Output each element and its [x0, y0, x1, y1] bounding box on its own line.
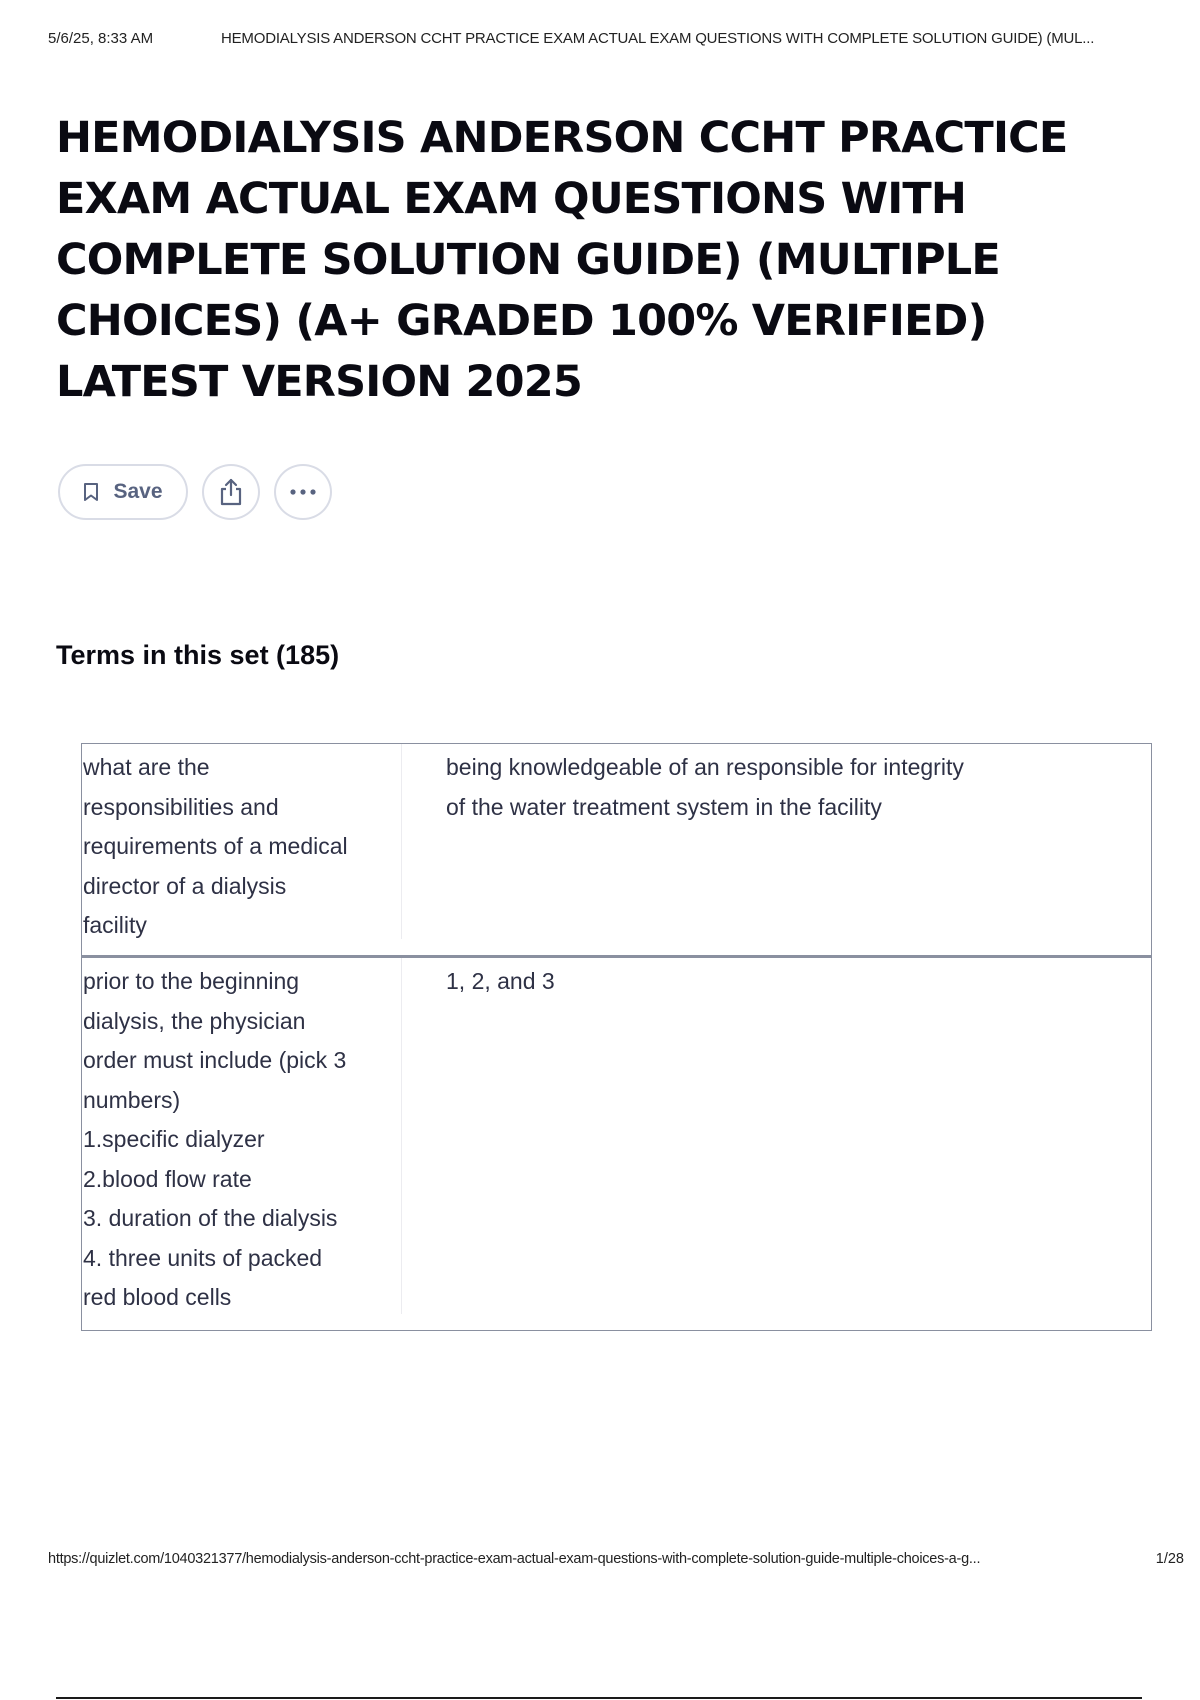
term-text — [82, 958, 402, 1314]
print-date: 5/6/25, 8:33 AM — [48, 30, 154, 47]
term-line: what are the — [83, 754, 210, 780]
definition-line: being knowledgeable of an responsible for integrity — [446, 754, 964, 780]
more-options-button[interactable] — [274, 464, 332, 520]
term-text — [82, 744, 402, 939]
term-line: 1.specific dialyzer — [83, 1126, 265, 1152]
save-button[interactable] — [58, 464, 188, 520]
term-line: dialysis, the physician — [83, 1007, 306, 1034]
term-line: order must include (pick 3 — [83, 1047, 347, 1073]
term-card[interactable] — [82, 744, 1151, 955]
term-line: facility — [83, 912, 147, 938]
share-button[interactable] — [202, 464, 260, 520]
term-line: prior to the beginning — [83, 968, 300, 994]
bookmark-icon — [83, 482, 99, 502]
term-line: 4. three units of packed — [83, 1244, 323, 1271]
term-line: 3. duration of the dialysis — [83, 1205, 338, 1231]
term-line: director of a dialysis — [83, 872, 287, 899]
terms-table — [81, 743, 1152, 1331]
divider — [56, 1697, 1142, 1699]
term-line: red blood cells — [83, 1284, 232, 1310]
term-line: requirements of a medical — [83, 833, 348, 859]
definition-line: 1, 2, and 3 — [446, 968, 555, 994]
print-header — [48, 30, 1172, 50]
page-number: 1/28 — [1155, 1551, 1184, 1567]
definition-text — [402, 744, 1151, 955]
page-title: HEMODIALYSIS ANDERSON CCHT PRACTICE EXAM ACTUAL EXAM QUESTIONS WITH COMPLETE SOLUTION GUIDE) (MULTIPLE CHOICES) (A+ GRADED 100% VERIFIED) LATEST VERSION 2025 — [56, 113, 1068, 407]
term-card[interactable] — [82, 955, 1151, 1330]
save-button-label: Save — [113, 480, 163, 503]
print-document-title: HEMODIALYSIS ANDERSON CCHT PRACTICE EXAM ACTUAL EXAM QUESTIONS WITH COMPLETE SOLUTION GUIDE) (MUL... — [221, 30, 1095, 47]
page-url: https://quizlet.com/1040321377/hemodialysis-anderson-ccht-practice-exam-actual-exam-questions-with-complete-solution-guide-multiple-choices-a-g... — [48, 1551, 981, 1567]
share-icon — [218, 478, 244, 506]
print-footer — [48, 1551, 1184, 1571]
term-line: numbers) — [83, 1086, 181, 1113]
term-line: responsibilities and — [83, 793, 279, 820]
term-line: 2.blood flow rate — [83, 1165, 252, 1192]
definition-line: of the water treatment system in the facility — [446, 793, 882, 820]
definition-text — [402, 958, 1151, 1330]
terms-heading: Terms in this set (185) — [56, 640, 340, 670]
more-options-icon — [289, 488, 317, 496]
